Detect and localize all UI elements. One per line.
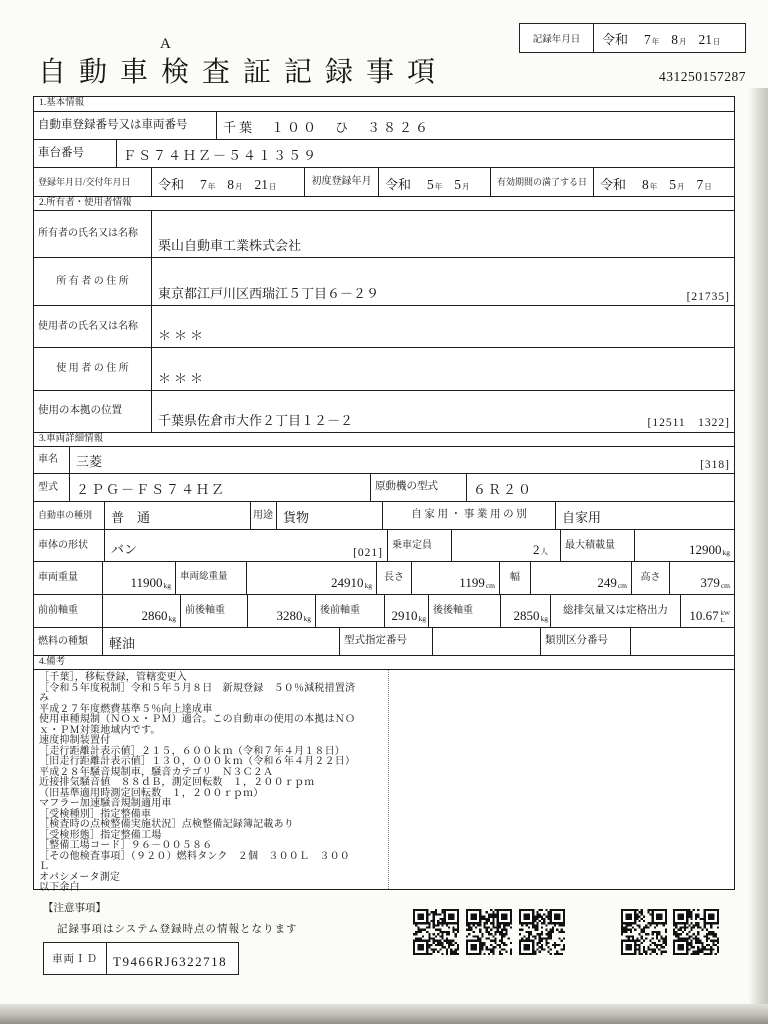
- capacity-label: 乗車定員: [387, 530, 451, 561]
- ownership-type-value: 自家用: [555, 502, 734, 529]
- section-remarks-heading: 4.備考: [34, 655, 734, 669]
- owner-address-code: [21735]: [686, 291, 730, 303]
- record-date-label: 記録年月日: [520, 24, 594, 52]
- width-label: 幅: [499, 562, 530, 594]
- document-number: 431250157287: [659, 69, 746, 84]
- displacement-value: [680, 595, 734, 627]
- chassis-number-label: 車台番号: [38, 146, 84, 159]
- user-name-label: 使用者の氏名又は名称: [38, 320, 138, 332]
- max-load-value: [634, 530, 734, 561]
- remarks-column-divider: [388, 670, 389, 889]
- vehicle-id-value: T9466RJ6322718: [113, 954, 228, 969]
- record-date-year: 7: [644, 32, 651, 47]
- month-unit: 月: [677, 182, 685, 191]
- registration-day: 21: [254, 177, 269, 192]
- expiry-date-value: [593, 168, 734, 196]
- year-unit: 年: [434, 182, 443, 191]
- day-unit: 日: [269, 182, 277, 191]
- height-value: [669, 562, 734, 594]
- row-axle-weights: [34, 594, 734, 627]
- category-label: 自動車の種別: [38, 510, 93, 521]
- engine-model-value: ６Ｒ２０: [466, 474, 734, 501]
- section-vehicle-heading: 3.車両詳細情報: [34, 432, 734, 446]
- row-weights-dimensions: [34, 561, 734, 594]
- day-unit: 日: [704, 182, 712, 191]
- day-unit: 日: [713, 37, 721, 46]
- kw-unit: kW: [720, 610, 730, 617]
- width-value: [530, 562, 631, 594]
- axle-ff-number: 2860: [141, 608, 168, 623]
- owner-name-value: 栗山自動車工業株式会社: [151, 211, 734, 257]
- vehicle-id-box: [43, 942, 239, 975]
- user-address-value: ＊＊＊: [151, 348, 734, 390]
- axle-front-rear-label: 前後軸重: [180, 595, 247, 627]
- height-label: 高さ: [631, 562, 669, 594]
- registration-number-value: 千葉 １００ ひ ３８２６: [216, 112, 734, 139]
- record-table: [33, 96, 735, 893]
- vehicle-name-label: 車名: [38, 454, 58, 465]
- kg-unit: kg: [722, 548, 730, 557]
- base-location-label: 使用の本拠の位置: [38, 405, 122, 417]
- expiry-month: 5: [669, 177, 677, 192]
- cm-unit: cm: [617, 581, 627, 590]
- first-registration-value: [378, 168, 490, 196]
- qr-code-5: [673, 909, 719, 955]
- length-value: [411, 562, 499, 594]
- type-certification-label: 型式指定番号: [339, 628, 432, 655]
- remarks-box: [34, 669, 734, 893]
- era-text: 令和: [602, 32, 629, 47]
- gross-weight-number: 24910: [331, 575, 364, 590]
- model-value: ２ＰＧ－ＦＳ７４ＨＺ: [69, 474, 370, 501]
- length-number: 1199: [459, 575, 485, 590]
- chassis-number-value: ＦＳ７４ＨＺ－５４１３５９: [116, 140, 734, 167]
- user-name-value: ＊＊＊: [151, 306, 734, 347]
- row-fuel: [34, 627, 734, 655]
- body-shape-text: バン: [111, 542, 138, 557]
- era-text: 令和: [600, 177, 627, 192]
- section-owner-heading: 2.所有者・使用者情報: [34, 196, 734, 210]
- row-category: [34, 501, 734, 529]
- registration-number-label: 自動車登録番号又は車両番号: [38, 118, 188, 131]
- user-address-label: 使 用 者 の 住 所: [56, 363, 129, 374]
- section-basic-heading: 1.基本情報: [39, 98, 85, 108]
- month-unit: 月: [235, 182, 243, 191]
- axle-rear-rear-value: [500, 595, 550, 627]
- liter-unit: L: [720, 617, 725, 624]
- ownership-type-label: 自 家 用 ・ 事 業 用 の 別: [382, 502, 555, 529]
- remarks-text: ［千葉］，移転登録，管轄変更入 ［令和５年度税制］令和５年５月８日 新規登録 ５０％減税措置済 み 平成２７年度燃費基準５％向上達成車 使用車種規制（ＮＯｘ・ＰＭ）適合。この自動車の使用の本拠はＮＯ ｘ・ＰＭ対策地域内です。 速度抑制装置付 ［走行距離計表示値］２１５，６００ｋｍ（令和７年４月１８日） ［旧走行距離計表示値］１３０，０００ｋｍ（令和６年４月２２日） 平成２８年騒音規制車，騒音カテゴリ Ｎ３Ｃ２Ａ 近接排気騒音値 ８８ｄＢ，測定回転数 １，２００ｒｐｍ （旧基準適用時測定回転数 １，２００ｒｐｍ） マフラー加速騒音規制適用車 ［受検種別］指定整備車 ［検査時の点検整備実施状況］点検整備記録簿記載あり ［受検形態］指定整備工場 ［整備工場コード］９６－００５８６ ［その他検査事項］（９２０）燃料タンク ２個 ３００Ｌ ３００ Ｌ オパシメータ測定 以下余白: [39, 672, 356, 893]
- category-value: 普 通: [104, 502, 250, 529]
- kg-unit: kg: [168, 614, 176, 623]
- person-unit: 人: [540, 547, 548, 556]
- first-registration-label: 初度登録年月: [304, 168, 378, 196]
- axle-front-front-label: 前前軸重: [38, 605, 78, 616]
- first-registration-year: 5: [427, 177, 434, 192]
- row-body-shape: [34, 529, 734, 561]
- kw-liter-unit: [721, 610, 730, 624]
- year-unit: 年: [649, 182, 658, 191]
- kg-unit: kg: [163, 581, 171, 590]
- record-date-box: [519, 23, 746, 53]
- axle-rear-front-label: 後前軸重: [315, 595, 384, 627]
- row-owner-name: [34, 210, 734, 257]
- fuel-type-label: 燃料の種類: [38, 635, 88, 647]
- page-title: 自動車検査証記録事項: [38, 57, 449, 88]
- record-date-day: 21: [698, 32, 713, 47]
- axle-rear-rear-label: 後後軸重: [428, 595, 500, 627]
- body-shape-value: [104, 530, 387, 561]
- vehicle-name-value: [69, 447, 734, 473]
- use-label: 用途: [250, 502, 276, 529]
- era-text: 令和: [385, 177, 412, 192]
- qr-code-4: [621, 909, 667, 955]
- axle-front-rear-value: [247, 595, 315, 627]
- year-unit: 年: [651, 37, 660, 46]
- cm-unit: cm: [720, 581, 730, 590]
- expiry-date-label: 有効期間の満了する日: [490, 168, 593, 196]
- era-text: 令和: [158, 177, 185, 192]
- base-location-text: 千葉県佐倉市大作２丁目１２－２: [158, 413, 354, 428]
- max-load-label: 最大積載量: [560, 530, 634, 561]
- displacement-label: 総排気量又は定格出力: [550, 595, 680, 627]
- capacity-value: [451, 530, 560, 561]
- length-label: 長さ: [376, 562, 411, 594]
- registration-date-value: [151, 168, 304, 196]
- vehicle-name-code: [318]: [700, 459, 730, 471]
- row-base-location: [34, 390, 734, 432]
- axle-front-front-value: [102, 595, 180, 627]
- body-shape-label: 車体の形状: [38, 539, 88, 551]
- capacity-number: 2: [533, 542, 540, 557]
- row-user-name: [34, 305, 734, 347]
- classification-letter: A: [160, 36, 171, 52]
- type-certification-value: [432, 628, 540, 655]
- model-label: 型式: [38, 481, 58, 493]
- vehicle-weight-label: 車両重量: [38, 572, 78, 583]
- base-location-value: [151, 391, 734, 432]
- qr-code-3: [519, 909, 565, 955]
- weight-number: 11900: [130, 575, 163, 590]
- vehicle-name-text: 三菱: [76, 454, 103, 469]
- vehicle-id-label: 車両ＩＤ: [44, 943, 107, 974]
- qr-code-2: [466, 909, 512, 955]
- height-number: 379: [700, 575, 720, 590]
- kg-unit: kg: [540, 614, 548, 623]
- registration-date-label: 登録年月日/交付年月日: [38, 176, 131, 187]
- owner-address-label: 所 有 者 の 住 所: [56, 275, 129, 287]
- first-registration-month: 5: [454, 177, 462, 192]
- vehicle-weight-value: [102, 562, 175, 594]
- axle-rear-front-value: [384, 595, 428, 627]
- displacement-number: 10.67: [689, 608, 719, 623]
- axle-rr-number: 2850: [513, 608, 540, 623]
- fuel-type-value: 軽油: [102, 628, 339, 655]
- year-unit: 年: [207, 182, 216, 191]
- month-unit: 月: [462, 182, 470, 191]
- expiry-day: 7: [696, 177, 704, 192]
- row-dates: [34, 167, 734, 196]
- kg-unit: kg: [418, 614, 426, 623]
- notice-body: 記録事項はシステム登録時点の情報となります: [57, 924, 298, 935]
- axle-fr-number: 3280: [276, 608, 303, 623]
- gross-weight-label: 車両総重量: [175, 562, 246, 594]
- base-location-code: [12511 1322]: [647, 417, 730, 429]
- row-registration-number: [34, 111, 734, 139]
- paper-right-edge-shadow: [748, 88, 768, 1005]
- axle-rf-number: 2910: [391, 608, 418, 623]
- notice-title: 【注意事項】: [43, 903, 106, 914]
- owner-address-text: 東京都江戸川区西瑞江５丁目６－２９: [158, 286, 380, 301]
- max-load-number: 12900: [689, 542, 722, 557]
- body-shape-code: [021]: [353, 547, 383, 559]
- row-user-address: [34, 347, 734, 390]
- engine-model-label: 原動機の型式: [370, 474, 466, 501]
- month-unit: 月: [679, 37, 687, 46]
- row-owner-address: [34, 257, 734, 305]
- class-number-value: [630, 628, 734, 655]
- cm-unit: cm: [485, 581, 495, 590]
- registration-month: 8: [227, 177, 235, 192]
- width-number: 249: [597, 575, 617, 590]
- row-chassis-number: [34, 139, 734, 167]
- expiry-year: 8: [642, 177, 649, 192]
- row-model: [34, 473, 734, 501]
- owner-address-value: [151, 258, 734, 305]
- kg-unit: kg: [364, 581, 372, 590]
- paper-bottom-edge-shadow: [0, 1004, 768, 1024]
- use-value: 貨物: [276, 502, 382, 529]
- registration-year: 7: [200, 177, 207, 192]
- class-number-label: 類別区分番号: [540, 628, 630, 655]
- kg-unit: kg: [303, 614, 311, 623]
- gross-weight-value: [246, 562, 376, 594]
- record-date-value: [594, 24, 745, 52]
- record-date-month: 8: [671, 32, 679, 47]
- owner-name-label: 所有者の氏名又は名称: [38, 228, 138, 239]
- row-vehicle-name: [34, 446, 734, 473]
- qr-code-1: [413, 909, 459, 955]
